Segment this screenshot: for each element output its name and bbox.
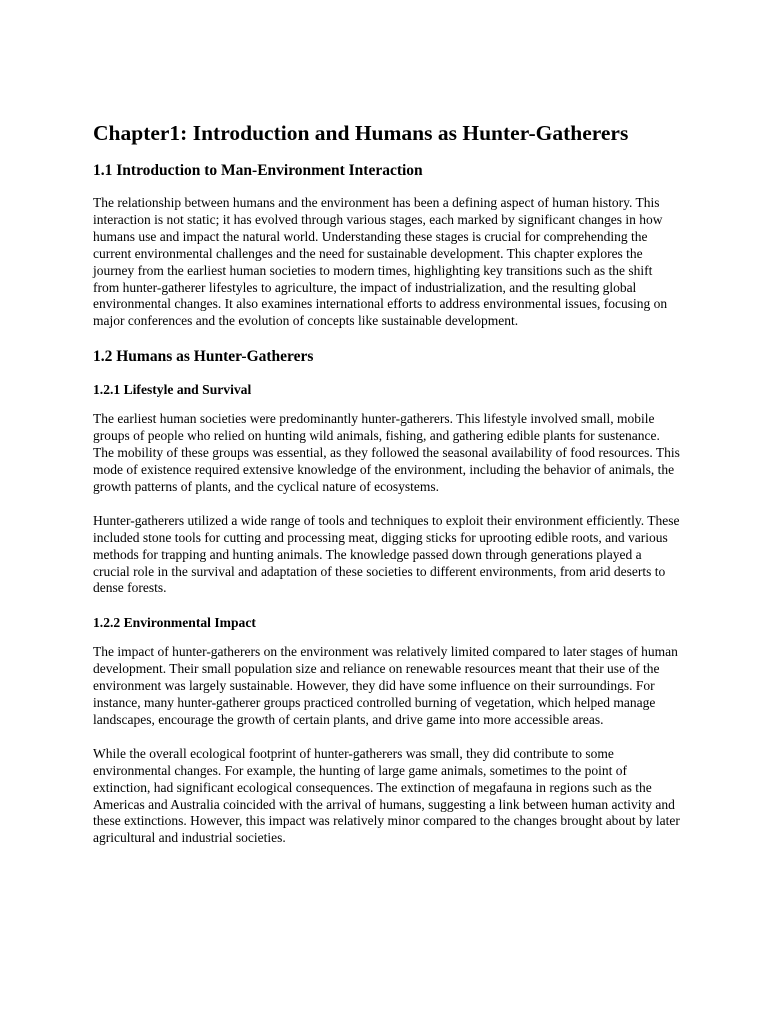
paragraph-1-2-2-a: The impact of hunter-gatherers on the environment was relatively limited compared to later stages of human development. Their small population size and reliance on renewable resources meant that their use of the environment was largely sustainable. However, they did have some influence on their surroundings. For instance, many hunter-gatherer groups practiced controlled burning of vegetation, which helped manage landscapes, encourage the growth of certain plants, and drive game into more accessible areas. <box>93 644 678 727</box>
section-heading-1-2: 1.2 Humans as Hunter-Gatherers <box>93 348 314 366</box>
paragraph-1-2-2-b: While the overall ecological footprint of hunter-gatherers was small, they did contribute to some environmental changes. For example, the hunting of large game animals, sometimes to the point of extinction, had significant ecological consequences. The extinction of megafauna in regions such as the Americas and Australia coincided with the arrival of humans, suggesting a link between human activity and these extinctions. However, this impact was relatively minor compared to the changes brought about by later agricultural and industrial societies. <box>93 745 680 846</box>
chapter-title: Chapter1: Introduction and Humans as Hunter-Gatherers <box>93 121 629 145</box>
document-page <box>93 118 681 864</box>
paragraph-1-2-1-a: The earliest human societies were predominantly hunter-gatherers. This lifestyle involved small, mobile groups of people who relied on hunting wild animals, fishing, and gathering edible plants for sustenance. The mobility of these groups was essential, as they followed the seasonal availability of food resources. This mode of existence required extensive knowledge of the environment, including the behavior of animals, the growth patterns of plants, and the cyclical nature of ecosystems. <box>93 411 680 494</box>
subsection-heading-1-2-1: 1.2.1 Lifestyle and Survival <box>93 382 252 398</box>
paragraph-1-1-a: The relationship between humans and the environment has been a defining aspect of human history. This interaction is not static; it has evolved through various stages, each marked by significant changes in how humans use and impact the natural world. Understanding these stages is crucial for comprehending the current environmental challenges and the need for sustainable development. This chapter explores the journey from the earliest human societies to modern times, highlighting key transitions such as the shift from hunter-gatherer lifestyles to agriculture, the impact of industrialization, and the resulting global environmental changes. It also examines international efforts to address environmental issues, focusing on major conferences and the evolution of concepts like sustainable development. <box>93 195 668 329</box>
subsection-heading-1-2-2: 1.2.2 Environmental Impact <box>93 615 256 631</box>
section-heading-1-1: 1.1 Introduction to Man-Environment Interaction <box>93 162 423 179</box>
paragraph-1-2-1-b: Hunter-gatherers utilized a wide range of tools and techniques to exploit their environment efficiently. These included stone tools for cutting and processing meat, digging sticks for uprooting edible roots, and various methods for trapping and hunting animals. The knowledge passed down through generations played a crucial role in the survival and adaptation of these societies to different environments, from arid deserts to dense forests. <box>93 512 680 596</box>
